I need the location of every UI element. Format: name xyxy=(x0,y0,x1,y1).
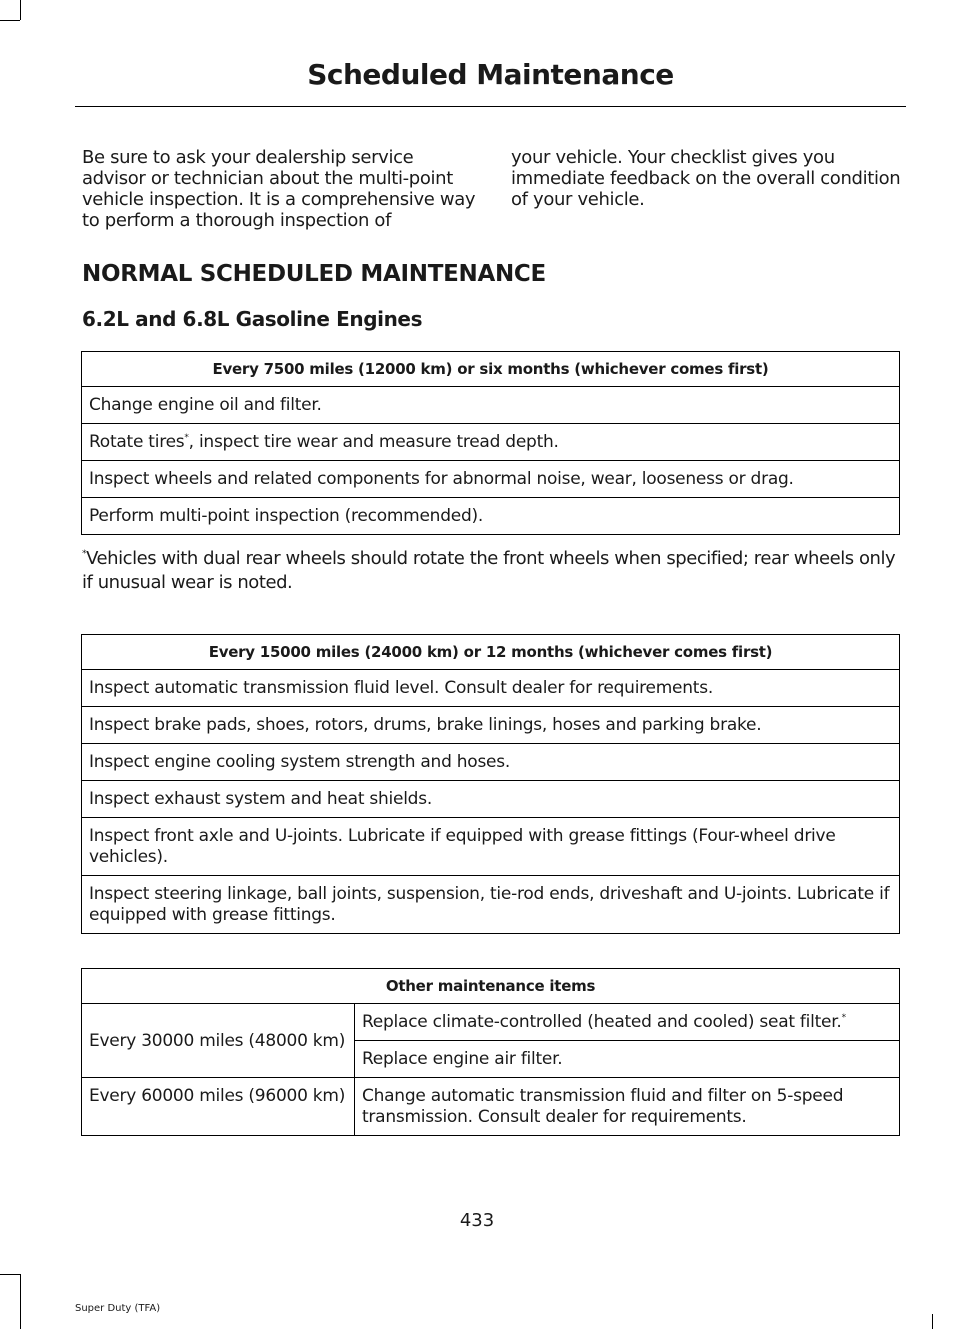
table-row xyxy=(82,744,900,781)
cell-text: , inspect tire wear and measure tread depth. xyxy=(188,432,559,452)
table-cell: Inspect exhaust system and heat shields. xyxy=(82,781,900,818)
table-cell: Change engine oil and filter. xyxy=(82,387,900,424)
footnote-marker: * xyxy=(82,549,87,559)
footnote-marker: * xyxy=(184,433,189,443)
crop-mark xyxy=(20,1274,21,1329)
table-cell: Inspect brake pads, shoes, rotors, drums, brake linings, hoses and parking brake. xyxy=(82,707,900,744)
intro-left-column: Be sure to ask your dealership service advisor or technician about the multi-point vehicle inspection. It is a comprehensive way to perform a thorough inspection of xyxy=(82,147,476,231)
footnote-text: Vehicles with dual rear wheels should rotate the front wheels when specified; rear wheels only if unusual wear is noted. xyxy=(82,548,896,593)
table-cell: Replace engine air filter. xyxy=(355,1041,900,1078)
table-row xyxy=(82,424,900,461)
maintenance-table-7500 xyxy=(81,351,900,535)
cell-text: Rotate tires xyxy=(89,432,185,452)
table-row xyxy=(82,498,900,535)
table-row xyxy=(82,818,900,876)
crop-mark xyxy=(0,1274,20,1275)
page-number: 433 xyxy=(459,1210,495,1231)
intro-right-column: your vehicle. Your checklist gives you immediate feedback on the overall condition of your vehicle. xyxy=(511,147,901,210)
crop-mark xyxy=(20,0,21,20)
table-row xyxy=(82,387,900,424)
table-cell: Change automatic transmission fluid and filter on 5-speed transmission. Consult dealer for requirements. xyxy=(355,1078,900,1136)
footnote xyxy=(82,547,902,595)
footnote-marker: * xyxy=(841,1013,846,1023)
table-row xyxy=(82,876,900,934)
cell-text: Replace climate-controlled (heated and cooled) seat filter. xyxy=(362,1012,842,1032)
maintenance-table-15000 xyxy=(81,634,900,934)
table-cell: Inspect wheels and related components for abnormal noise, wear, looseness or drag. xyxy=(82,461,900,498)
table-row xyxy=(82,707,900,744)
table-cell: Inspect steering linkage, ball joints, suspension, tie-rod ends, driveshaft and U-joints. Lubricate if equipped with grease fittings. xyxy=(82,876,900,934)
table-row xyxy=(82,1078,900,1136)
table-row xyxy=(82,1004,900,1041)
crop-mark xyxy=(0,20,20,21)
table-cell: Perform multi-point inspection (recommended). xyxy=(82,498,900,535)
table-row xyxy=(82,670,900,707)
table-header: Other maintenance items xyxy=(82,969,900,1004)
table-cell: Inspect engine cooling system strength and hoses. xyxy=(82,744,900,781)
interval-cell: Every 60000 miles (96000 km) xyxy=(82,1078,355,1136)
page-title: Scheduled Maintenance xyxy=(307,58,674,91)
table-cell xyxy=(355,1004,900,1041)
table-cell xyxy=(82,424,900,461)
table-header: Every 15000 miles (24000 km) or 12 months (whichever comes first) xyxy=(82,635,900,670)
title-divider xyxy=(75,106,906,107)
engine-sub-heading: 6.2L and 6.8L Gasoline Engines xyxy=(82,307,423,331)
section-heading: NORMAL SCHEDULED MAINTENANCE xyxy=(82,261,546,287)
table-cell: Inspect automatic transmission fluid level. Consult dealer for requirements. xyxy=(82,670,900,707)
table-cell: Inspect front axle and U-joints. Lubricate if equipped with grease fittings (Four-wheel drive vehicles). xyxy=(82,818,900,876)
table-row xyxy=(82,781,900,818)
table-header: Every 7500 miles (12000 km) or six months (whichever comes first) xyxy=(82,352,900,387)
interval-cell: Every 30000 miles (48000 km) xyxy=(82,1004,355,1078)
other-maintenance-table xyxy=(81,968,900,1136)
footer-label: Super Duty (TFA) xyxy=(75,1303,161,1314)
crop-mark xyxy=(932,1314,933,1329)
table-row xyxy=(82,461,900,498)
